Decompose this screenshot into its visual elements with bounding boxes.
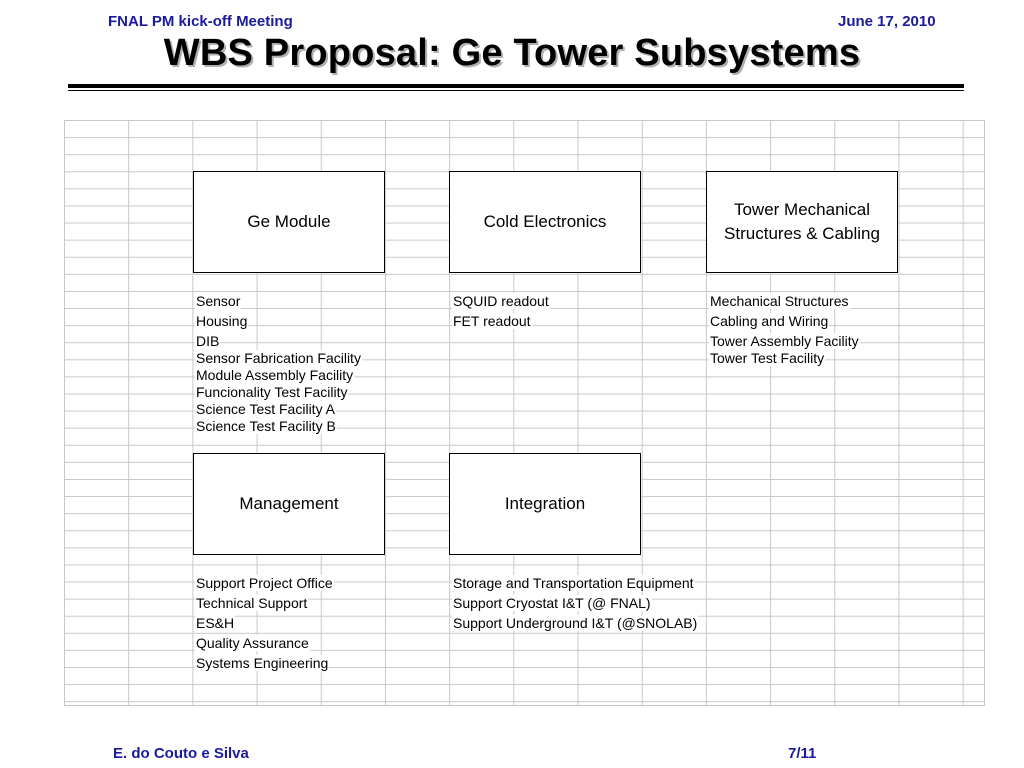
management-item: ES&H [196, 615, 235, 631]
title-rule-thick [68, 84, 964, 88]
cold-electronics-label: Cold Electronics [483, 212, 607, 231]
integration-box [449, 453, 641, 555]
title-rule-thin [68, 90, 964, 91]
tower-item: Tower Test Facility [710, 350, 825, 366]
integration-item: Support Underground I&T (@SNOLAB) [453, 615, 698, 631]
meeting-name: FNAL PM kick-off Meeting [108, 13, 293, 30]
integration-item: Support Cryostat I&T (@ FNAL) [453, 595, 651, 611]
management-box [193, 453, 385, 555]
author: E. do Couto e Silva [113, 745, 249, 762]
management-item: Technical Support [196, 595, 308, 611]
management-item: Quality Assurance [196, 635, 309, 651]
management-item: Systems Engineering [196, 655, 329, 671]
tower-item: Tower Assembly Facility [710, 333, 859, 349]
ge-module-item: Housing [196, 313, 248, 329]
ge-module-item: Sensor [196, 293, 241, 309]
ge-module-item: DIB [196, 333, 220, 349]
ge-module-item: Module Assembly Facility [196, 367, 354, 383]
management-item: Support Project Office [196, 575, 333, 591]
integration-label: Integration [504, 494, 586, 513]
ge-module-box [193, 171, 385, 273]
management-label: Management [239, 494, 339, 513]
tower-label-line1: Tower Mechanical [733, 200, 871, 219]
cold-electronics-box [449, 171, 641, 273]
ge-module-item: Funcionality Test Facility [196, 384, 348, 400]
tower-mechanical-box [706, 171, 898, 273]
tower-label-line2: Structures & Cabling [724, 224, 880, 243]
page-number: 7/11 [788, 745, 817, 762]
ge-module-label: Ge Module [247, 212, 331, 231]
ge-module-item: Science Test Facility B [196, 418, 336, 434]
tower-item: Mechanical Structures [710, 293, 849, 309]
ge-module-item: Science Test Facility A [196, 401, 336, 417]
integration-item: Storage and Transportation Equipment [453, 575, 694, 591]
tower-item: Cabling and Wiring [710, 313, 829, 329]
slide-title: WBS Proposal: Ge Tower Subsystems [163, 32, 861, 74]
meeting-date: June 17, 2010 [838, 13, 936, 30]
cold-electronics-item: SQUID readout [453, 293, 549, 309]
cold-electronics-item: FET readout [453, 313, 531, 329]
ge-module-item: Sensor Fabrication Facility [196, 350, 361, 366]
